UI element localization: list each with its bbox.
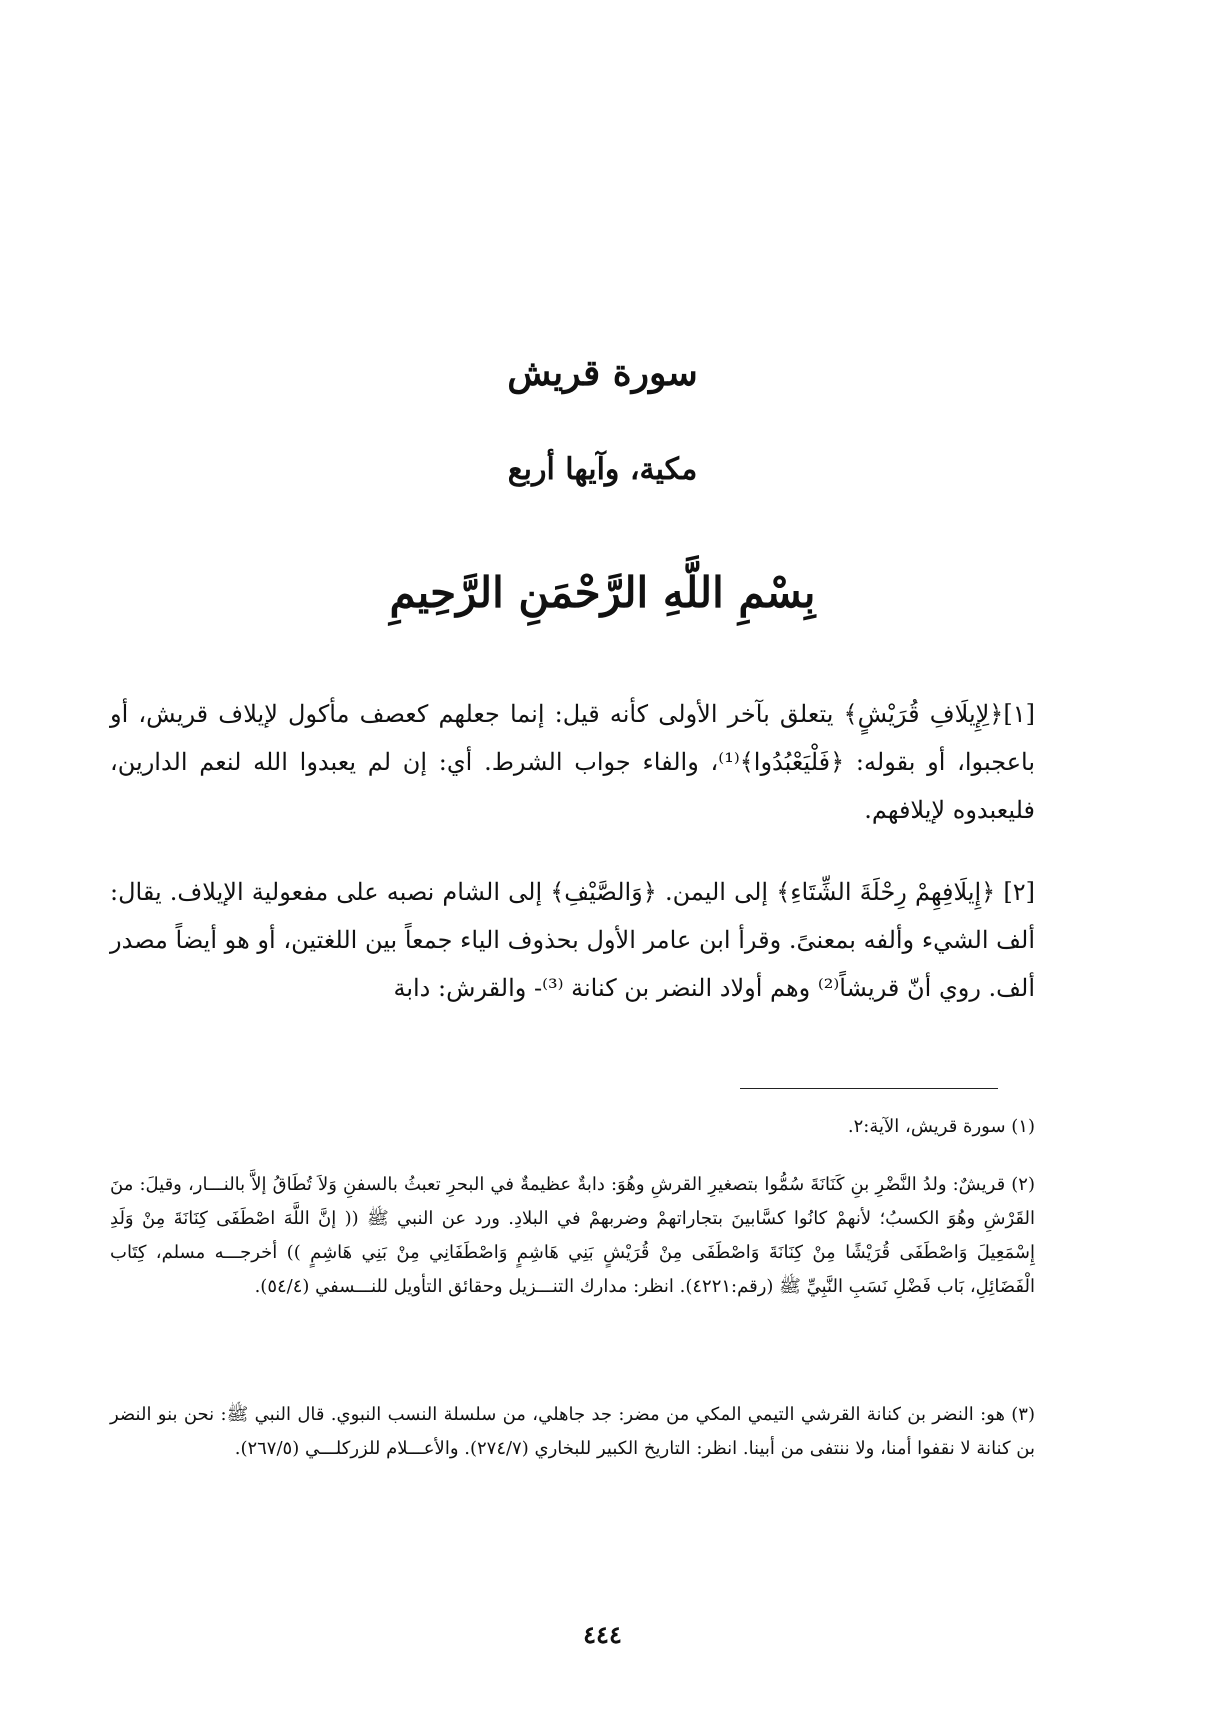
footnote-3: (٣) هو: النضر بن كنانة القرشي التيمي المكي من مضر: جد جاهلي، من سلسلة النسب النبوي. قال النبي ﷺ: نحن بنو النضر بن كنانة لا نقفوا أمنا، ولا ننتفى من أبينا. انظر: التاريخ الكبير للبخاري (٢٧٤/٧). والأعـــلام للزركلـــي (٢٦٧/٥).: [110, 1404, 1035, 1459]
page-number: ٤٤٤: [583, 1620, 622, 1649]
footnote-1: (١) سورة قريش، الآية:٢.: [847, 1116, 1035, 1137]
paragraph-verse-2: [٢] ﴿إِيلَافِهِمْ رِحْلَةَ الشِّتَاءِ﴾ إلى اليمن. ﴿وَالصَّيْفِ﴾ إلى الشام نصبه على مفعولية الإيلاف. يقال: ألف الشيء وألفه بمعنىً. وقرأ ابن عامر الأول بحذوف الياء جمعاً بين اللغتين، أو هو أيضاً مصدر ألف. روي أنّ قريشاً⁽²⁾ وهم أولاد النضر بن كنانة ⁽³⁾- والقرش: دابة: [110, 878, 1035, 1002]
footnote-separator: [740, 1088, 998, 1089]
surah-subtitle: مكية، وآيها أربع: [507, 452, 698, 487]
paragraph-verse-1: [١]﴿لِإِيلَافِ قُرَيْشٍ﴾ يتعلق بآخر الأولى كأنه قيل: إنما جعلهم كعصف مأكول لإيلاف قريش، أو باعجبوا، أو بقوله: ﴿فَلْيَعْبُدُوا﴾⁽¹⁾، والفاء جواب الشرط. أي: إن لم يعبدوا الله لنعم الدارين، فليعبدوه لإيلافهم.: [110, 700, 1036, 824]
surah-title: سورة قريش: [507, 352, 698, 394]
footnote-2: (٢) قريشٌ: ولدُ النَّضْرِ بنِ كَنَانَةَ سُمُّوا بتصغيرِ القرشِ وهُوَ: دابةٌ عظيمةٌ في البحرِ تعبثُ بالسفنِ وَلاَ تُطَاقُ إلاَّ بالنـــار، وقيلَ: منَ القَرْشِ وهُوَ الكسبُ؛ لأنهمْ كانُوا كسَّابينَ بتجاراتهمْ وضربهمْ في البلادِ. ورد عن النبي ﷺ (( إنَّ اللَّهَ اصْطَفَى كِنَانَةَ مِنْ وَلَدِ إِسْمَعِيلَ وَاصْطَفَى قُرَيْشًا مِنْ كِنَانَةَ وَاصْطَفَى مِنْ قُرَيْشٍ بَنِي هَاشِمٍ وَاصْطَفَانِي مِنْ بَنِي هَاشِمٍ )) أخرجـــه مسلم، كِتَاب الْفَضَائِلِ، بَاب فَضْلِ نَسَبِ النَّبِيِّ ﷺ (رقم:٤٢٢١). انظر: مدارك التنـــزيل وحقائق التأويل للنـــسفي (٥٤/٤).: [110, 1174, 1035, 1297]
basmala: بِسْمِ اللَّهِ الرَّحْمَنِ الرَّحِيمِ: [389, 568, 816, 617]
